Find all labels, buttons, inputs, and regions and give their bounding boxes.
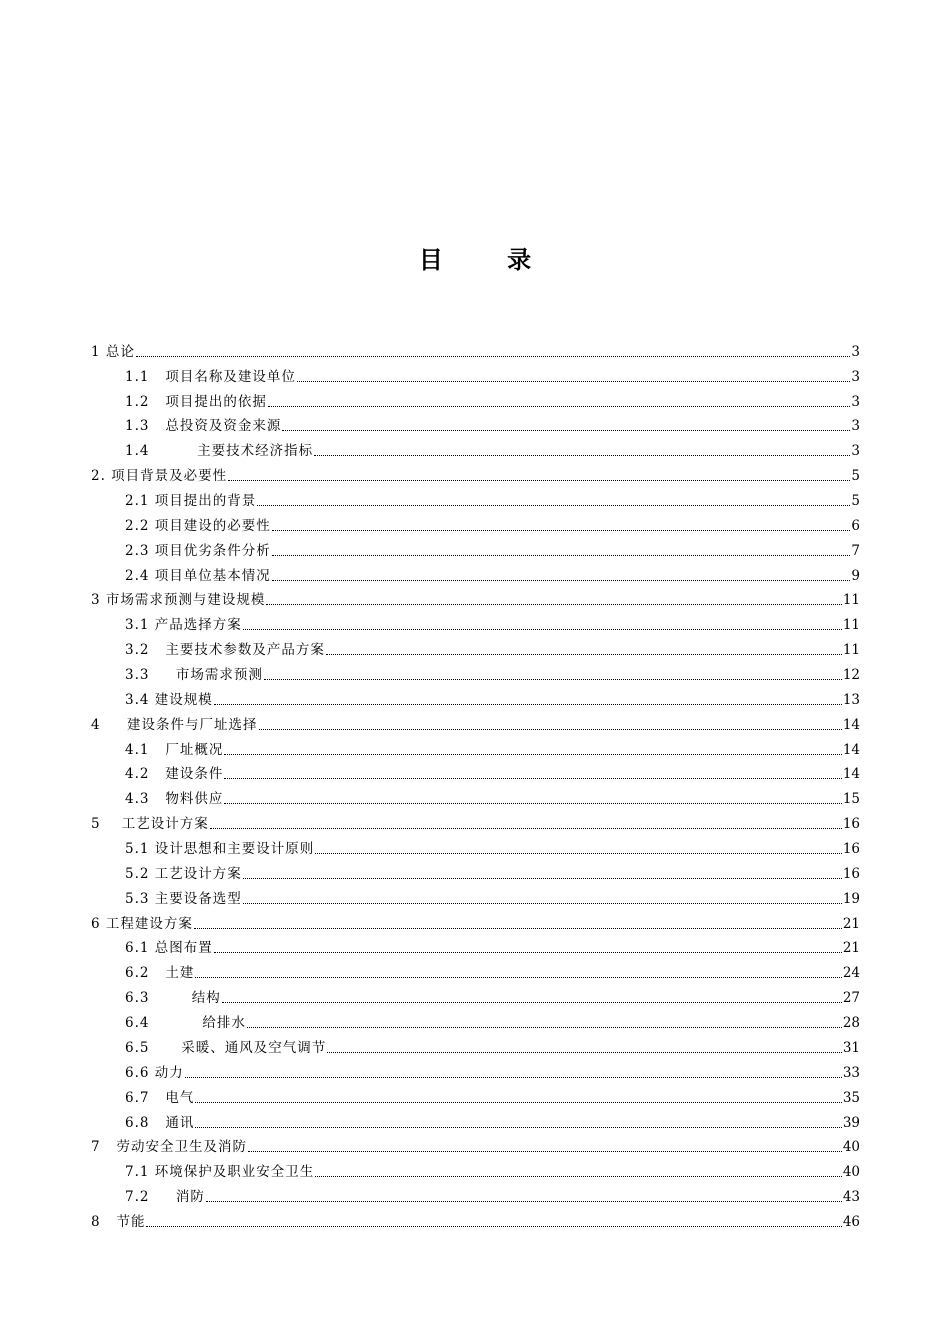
toc-dot-leader [282,429,850,431]
toc-dot-leader [326,653,842,655]
toc-entry-label: 2.1 项目提出的背景 [125,493,257,510]
toc-entry-page: 21 [842,915,860,932]
toc-entry-page: 19 [842,890,860,907]
toc-entry[interactable] [91,1181,860,1206]
toc-entry-page: 46 [842,1213,860,1230]
toc-entry[interactable] [91,709,860,734]
toc-dot-leader [314,454,850,456]
toc-entry[interactable] [91,833,860,858]
toc-entry-label: 6.4 给排水 [125,1015,246,1032]
toc-entry-page: 27 [842,990,860,1007]
toc-entry[interactable] [91,933,860,958]
toc-entry-page: 43 [842,1189,860,1206]
toc-dot-leader [195,976,841,978]
toc-entry-label: 3.4 建设规模 [125,691,213,708]
toc-entry-label: 8 节能 [91,1213,146,1230]
toc-entry-label: 5.3 主要设备选型 [125,890,242,907]
toc-entry-page: 14 [842,766,860,783]
toc-entry-label: 1.1 项目名称及建设单位 [125,368,296,385]
toc-entry-label: 6.2 土建 [125,965,195,982]
toc-entry-page: 3 [851,418,860,435]
toc-entry[interactable] [91,609,860,634]
toc-entry-page: 11 [842,592,860,609]
toc-entry-page: 3 [851,368,860,385]
toc-dot-leader [136,355,851,357]
toc-entry[interactable] [91,783,860,808]
toc-entry[interactable] [91,1156,860,1181]
toc-dot-leader [272,554,851,556]
toc-entry-page: 14 [842,741,860,758]
toc-entry-page: 11 [842,642,860,659]
toc-entry[interactable] [91,634,860,659]
toc-entry-label: 6 工程建设方案 [91,915,193,932]
toc-entry-label: 7 劳动安全卫生及消防 [91,1139,247,1156]
toc-entry-label: 3.2 主要技术参数及产品方案 [125,642,325,659]
toc-dot-leader [210,827,842,829]
toc-entry-label: 6.7 电气 [125,1089,195,1106]
toc-entry-label: 6.3 结构 [125,990,221,1007]
toc-entry[interactable] [91,535,860,560]
toc-entry-label: 2.3 项目优劣条件分析 [125,542,271,559]
toc-dot-leader [272,579,851,581]
toc-dot-leader [228,479,850,481]
toc-dot-leader [257,504,850,506]
toc-entry[interactable] [91,1007,860,1032]
toc-entry-page: 39 [842,1114,860,1131]
toc-entry[interactable] [91,1032,860,1057]
toc-entry[interactable] [91,510,860,535]
toc-entry-page: 3 [851,393,860,410]
toc-entry[interactable] [91,659,860,684]
toc-entry[interactable] [91,858,860,883]
toc-entry-label: 1 总论 [91,343,135,360]
toc-dot-leader [195,1101,841,1103]
toc-entry-page: 35 [842,1089,860,1106]
toc-entry-page: 13 [842,691,860,708]
toc-entry-page: 40 [842,1139,860,1156]
toc-entry-page: 15 [842,791,860,808]
toc-dot-leader [214,951,842,953]
toc-entry[interactable] [91,460,860,485]
toc-entry[interactable] [91,734,860,759]
toc-entry-label: 5.1 设计思想和主要设计原则 [125,841,315,858]
toc-dot-leader [214,703,842,705]
toc-dot-leader [224,753,841,755]
toc-entry-page: 33 [842,1064,860,1081]
toc-entry-label: 1.2 项目提出的依据 [125,393,267,410]
toc-dot-leader [248,1150,842,1152]
toc-entry[interactable] [91,684,860,709]
toc-dot-leader [266,603,841,605]
toc-dot-leader [185,1076,842,1078]
toc-dot-leader [268,405,851,407]
toc-entry[interactable] [91,435,860,460]
toc-entry-page: 3 [851,443,860,460]
toc-entry-page: 6 [851,517,860,534]
toc-entry-label: 4.1 厂址概况 [125,741,224,758]
toc-entry[interactable] [91,386,860,411]
toc-entry-label: 2. 项目背景及必要性 [91,468,228,485]
toc-entry-label: 5 工艺设计方案 [91,816,209,833]
toc-entry-label: 1.3 总投资及资金来源 [125,418,282,435]
toc-entry-page: 14 [842,716,860,733]
toc-entry-label: 6.1 总图布置 [125,940,213,957]
toc-entry[interactable] [91,485,860,510]
toc-dot-leader [224,802,841,804]
toc-entry[interactable] [91,361,860,386]
toc-entry[interactable] [91,908,860,933]
toc-dot-leader [327,1051,842,1053]
toc-entry-page: 11 [842,617,860,634]
toc-dot-leader [315,852,842,854]
toc-dot-leader [224,777,841,779]
toc-entry[interactable] [91,1107,860,1132]
toc-dot-leader [247,1026,842,1028]
toc-entry-label: 2.4 项目单位基本情况 [125,567,271,584]
toc-entry[interactable] [91,1132,860,1157]
toc-entry-label: 6.5 采暖、通风及空气调节 [125,1039,327,1056]
toc-entry[interactable] [91,982,860,1007]
toc-entry-label: 7.1 环境保护及职业安全卫生 [125,1164,315,1181]
toc-dot-leader [222,1001,842,1003]
toc-entry-page: 12 [842,667,860,684]
toc-entry-page: 31 [842,1039,860,1056]
toc-dot-leader [243,902,842,904]
table-of-contents [91,336,860,1231]
toc-dot-leader [146,1225,841,1227]
toc-entry-page: 5 [851,468,860,485]
toc-entry-label: 3.1 产品选择方案 [125,617,242,634]
toc-entry[interactable] [91,560,860,585]
toc-dot-leader [259,728,842,730]
toc-entry-label: 4 建设条件与厂址选择 [91,716,258,733]
toc-entry[interactable] [91,808,860,833]
toc-entry-page: 16 [842,816,860,833]
toc-dot-leader [243,877,842,879]
toc-dot-leader [206,1200,842,1202]
toc-dot-leader [194,927,842,929]
toc-entry-label: 4.2 建设条件 [125,766,224,783]
toc-entry[interactable] [91,1082,860,1107]
toc-entry-page: 16 [842,865,860,882]
toc-entry[interactable] [91,957,860,982]
toc-entry-page: 7 [851,542,860,559]
toc-entry[interactable] [91,336,860,361]
toc-entry[interactable] [91,759,860,784]
toc-entry-label: 3 市场需求预测与建设规模 [91,592,266,609]
toc-entry-label: 2.2 项目建设的必要性 [125,517,271,534]
toc-dot-leader [264,678,842,680]
toc-dot-leader [315,1175,842,1177]
toc-entry-page: 16 [842,841,860,858]
toc-dot-leader [297,380,851,382]
toc-entry-label: 1.4 主要技术经济指标 [125,443,314,460]
toc-entry-page: 24 [842,965,860,982]
toc-entry[interactable] [91,1206,860,1231]
toc-entry-label: 7.2 消防 [125,1189,205,1206]
toc-entry-page: 9 [851,567,860,584]
toc-entry-label: 3.3 市场需求预测 [125,667,263,684]
toc-dot-leader [272,529,851,531]
toc-entry-page: 28 [842,1015,860,1032]
toc-entry[interactable] [91,411,860,436]
toc-entry-label: 4.3 物料供应 [125,791,224,808]
toc-entry-page: 3 [851,343,860,360]
toc-dot-leader [195,1126,841,1128]
toc-dot-leader [243,628,842,630]
toc-entry[interactable] [91,585,860,610]
toc-entry[interactable] [91,1057,860,1082]
toc-entry-label: 6.6 动力 [125,1064,184,1081]
toc-entry[interactable] [91,883,860,908]
toc-entry-page: 40 [842,1164,860,1181]
page-title: 目 录 [418,246,560,274]
toc-entry-page: 5 [851,493,860,510]
toc-entry-label: 5.2 工艺设计方案 [125,865,242,882]
toc-entry-label: 6.8 通讯 [125,1114,195,1131]
toc-entry-page: 21 [842,940,860,957]
